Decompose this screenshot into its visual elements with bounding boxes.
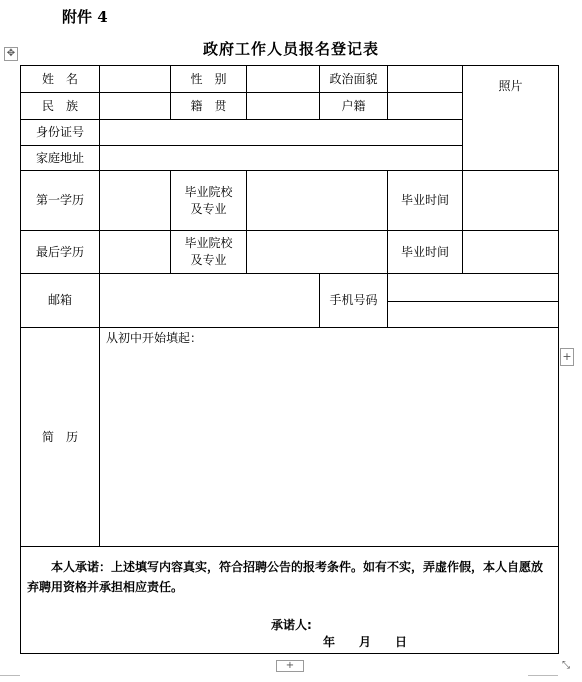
political-label: 政治面貌 <box>320 66 388 93</box>
ethnicity-field[interactable] <box>100 93 171 120</box>
registration-table <box>20 65 559 654</box>
pledge-text: 本人承诺：上述填写内容真实，符合招聘公告的报考条件。如有不实，弄虚作假，本人自愿放弃聘用资格并承担相应责任。 <box>27 560 544 594</box>
first-grad-time-label: 毕业时间 <box>388 171 463 231</box>
gender-field[interactable] <box>247 66 320 93</box>
id-label: 身份证号 <box>21 120 100 146</box>
move-icon[interactable]: ✥ <box>4 47 18 61</box>
major-label-line: 及专业 <box>190 253 227 267</box>
first-edu-label: 第一学历 <box>21 171 100 231</box>
school-label-line: 毕业院校 <box>184 236 233 250</box>
email-label: 邮箱 <box>21 274 100 328</box>
name-field[interactable] <box>100 66 171 93</box>
resume-field[interactable] <box>100 328 559 547</box>
photo-box[interactable] <box>463 66 559 171</box>
household-field[interactable] <box>388 93 463 120</box>
first-grad-time-field[interactable] <box>463 171 559 231</box>
pledge-cell <box>21 547 559 654</box>
phone-field-1[interactable] <box>388 274 559 302</box>
native-place-field[interactable] <box>247 93 320 120</box>
phone-field-2[interactable] <box>388 302 559 328</box>
resume-label: 简 历 <box>21 328 100 547</box>
address-label: 家庭地址 <box>21 146 100 171</box>
political-field[interactable] <box>388 66 463 93</box>
add-row-icon[interactable]: + <box>276 660 304 672</box>
native-place-label: 籍 贯 <box>171 93 247 120</box>
major-label-line: 及专业 <box>190 201 227 216</box>
resume-hint: 从初中开始填起： <box>106 331 203 345</box>
school-label-line: 毕业院校 <box>184 184 233 199</box>
household-label: 户籍 <box>320 93 388 120</box>
first-school-major-label <box>171 171 247 231</box>
annex-label: 附件 4 <box>62 8 108 26</box>
email-field[interactable] <box>100 274 320 328</box>
name-label: 姓 名 <box>21 66 100 93</box>
last-school-major-label <box>171 231 247 274</box>
form-title: 政府工作人员报名登记表 <box>202 40 379 58</box>
first-school-major-field[interactable] <box>247 171 388 231</box>
gender-label: 性 别 <box>171 66 247 93</box>
last-grad-time-field[interactable] <box>463 231 559 274</box>
add-column-icon[interactable]: + <box>560 348 574 366</box>
first-edu-field[interactable] <box>100 171 171 231</box>
date-line: 年 月 日 <box>323 635 408 649</box>
last-edu-label: 最后学历 <box>21 231 100 274</box>
last-school-major-field[interactable] <box>247 231 388 274</box>
address-field[interactable] <box>100 146 463 171</box>
signer-label: 承诺人: <box>271 618 312 632</box>
last-grad-time-label: 毕业时间 <box>388 231 463 274</box>
id-field[interactable] <box>100 120 463 146</box>
photo-label: 照片 <box>498 79 523 93</box>
ethnicity-label: 民 族 <box>21 93 100 120</box>
phone-label: 手机号码 <box>320 274 388 328</box>
last-edu-field[interactable] <box>100 231 171 274</box>
resize-icon[interactable]: ⤡ <box>562 660 570 671</box>
